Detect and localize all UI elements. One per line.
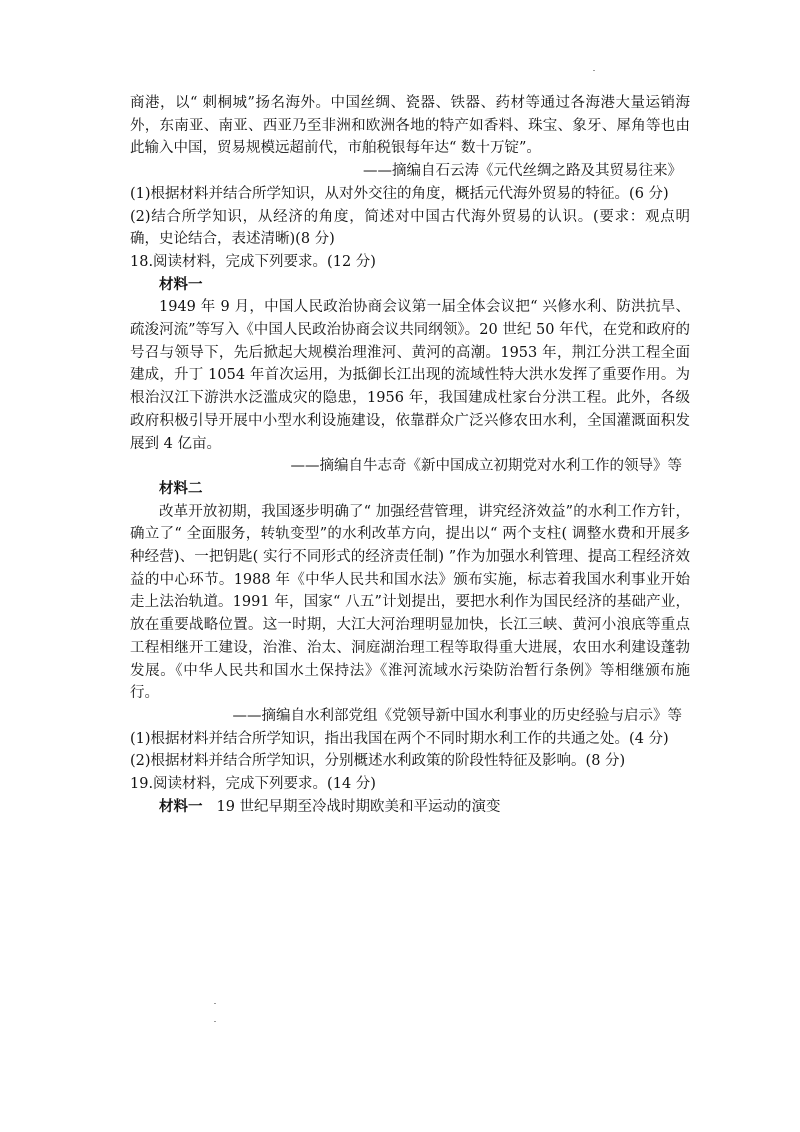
- q17-sub2: (2)结合所学知识，从经济的角度，简述对中国古代海外贸易的认识。(要求：观点明确，史论结合，表述清晰)(8 分): [130, 208, 690, 248]
- passage-intro-source: ——摘编自石云涛《元代丝绸之路及其贸易往来》: [363, 163, 682, 180]
- q18-material2-text: 改革开放初期，我国逐步明确了“ 加强经营管理，讲究经济效益”的水利工作方针，确立了“ 全面服务，转轨变型”的水利改革方向，提出以“ 两个支柱( 调整水费和开展多种经营)、一把钥匙( 实行不同形式的经济责任制) ”作为加强水利管理、提高工程经济效益的中心环节。1988 年《中华人民共和国水法》颁布实施，标志着我国水利事业开始走上法治轨道。1991 年，国家“ 八五”计划提出，要把水利作为国民经济的基础产业，放在重要战略位置。这一时期，大江大河治理明显加快，长江三峡、黄河小浪底等重点工程相继开工建设，治淮、治太、洞庭湖治理工程等取得重大进展，农田水利建设蓬勃发展。《中华人民共和国水土保持法》《淮河流域水污染防治暂行条例》等相继颁布施行。: [130, 503, 690, 702]
- q19-title: 19.阅读材料，完成下列要求。(14 分): [130, 776, 376, 793]
- q18-material1-text: 1949 年 9 月，中国人民政治协商会议第一届全体会议把“ 兴修水利、防洪抗旱、疏浚河流”等写入《中国人民政治协商会议共同纲领》。20 世纪 50 年代，在党和政府的号召与领导下，先后掀起大规模治理淮河、黄河的高潮。1953 年，荆江分洪工程全面建成，升丁 1054 年首次运用，为抵御长江出现的流域性特大洪水发挥了重要作用。为根治汉江下游洪水泛滥成灾的隐患，1956 年，我国建成杜家台分洪工程。此外，各级政府积极引导开展中小型水利设施建设，依靠群众广泛兴修农田水利，全国灌溉面积发展到 4 亿亩。: [130, 299, 690, 452]
- q18-material2-label: 材料二: [159, 480, 203, 497]
- q18-material1-source: ——摘编自牛志奇《新中国成立初期党对水利工作的领导》等: [290, 458, 682, 475]
- scan-speck: [214, 1021, 216, 1022]
- q18-title: 18.阅读材料，完成下列要求。(12 分): [130, 253, 376, 270]
- q18-sub2: (2)根据材料并结合所学知识，分别概述水利政策的阶段性特征及影响。(8 分): [130, 753, 626, 770]
- exam-page: [130, 92, 690, 819]
- q17-sub1: (1)根据材料并结合所学知识，从对外交往的角度，概括元代海外贸易的特征。(6 分): [130, 185, 669, 202]
- q19-material1-label: 材料一: [159, 798, 203, 815]
- scan-speck: [593, 70, 595, 71]
- scan-speck: [214, 1003, 216, 1004]
- q18-material2-source: ——摘编自水利部党组《党领导新中国水利事业的历史经验与启示》等: [232, 707, 682, 724]
- q18-material1-label: 材料一: [159, 276, 203, 293]
- q19-material1-caption: 19 世纪早期至冷战时期欧美和平运动的演变: [216, 798, 501, 815]
- q19-material1-heading: [159, 796, 690, 819]
- q18-sub1: (1)根据材料并结合所学知识，指出我国在两个不同时期水利工作的共通之处。(4 分): [130, 730, 669, 747]
- passage-intro-text: 商港，以“ 刺桐城”扬名海外。中国丝绸、瓷器、铁器、药材等通过各海港大量运销海外，东南亚、南亚、西亚乃至非洲和欧洲各地的特产如香料、珠宝、象牙、犀角等也由此输入中国，贸易规模远超前代，市舶税银每年达“ 数十万锭”。: [130, 95, 690, 157]
